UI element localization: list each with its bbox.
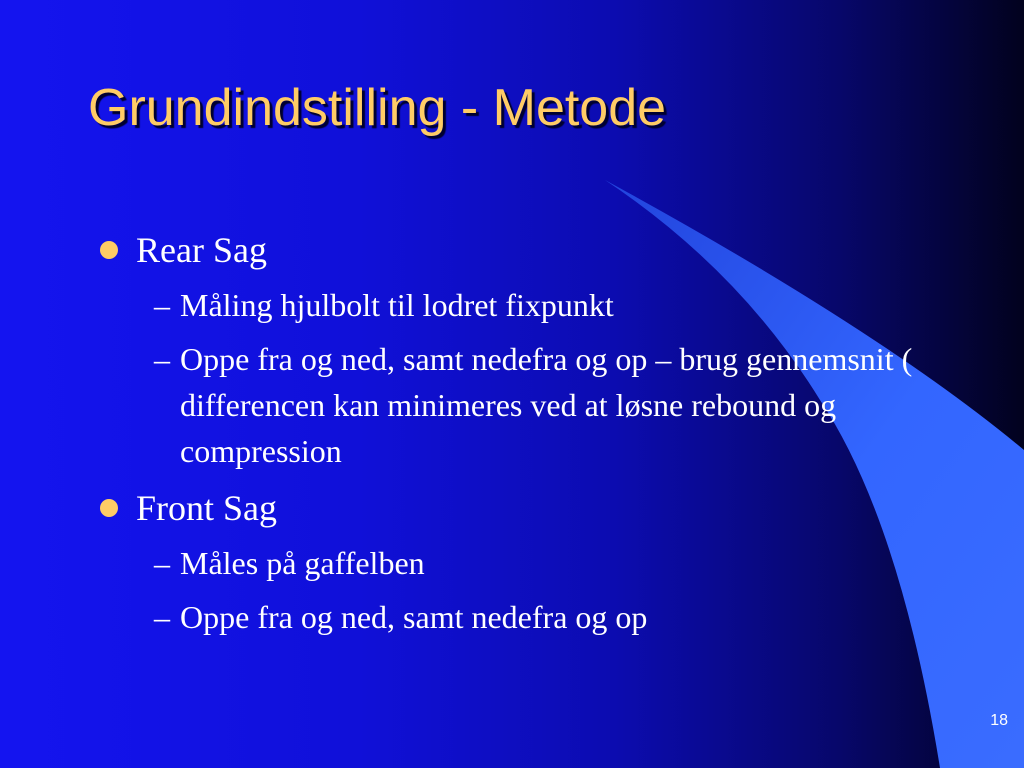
sub-item: [154, 336, 960, 474]
bullet-dot-icon: [100, 241, 118, 259]
slide-content: [100, 228, 960, 640]
slide-title: Grundindstilling - Metode: [88, 79, 667, 137]
bullet-front-sag: [100, 486, 960, 530]
dash-marker: –: [154, 287, 170, 323]
dash-marker: –: [154, 545, 170, 581]
sub-item: [154, 282, 960, 328]
bullet-label: Rear Sag: [136, 230, 267, 270]
sub-item-text: Oppe fra og ned, samt nedefra og op: [180, 599, 648, 635]
sub-item-text: Oppe fra og ned, samt nedefra og op – brug gennemsnit ( differencen kan minimeres ved at løsne rebound og compression: [180, 341, 913, 469]
dash-marker: –: [154, 599, 170, 635]
sub-item: [154, 540, 960, 586]
sub-item-text: Måling hjulbolt til lodret fixpunkt: [180, 287, 614, 323]
bullet-rear-sag: [100, 228, 960, 272]
bullet-label: Front Sag: [136, 488, 278, 528]
sub-item: [154, 594, 960, 640]
sub-item-text: Måles på gaffelben: [180, 545, 425, 581]
dash-marker: –: [154, 341, 170, 377]
page-number: 18: [990, 712, 1008, 729]
bullet-dot-icon: [100, 499, 118, 517]
